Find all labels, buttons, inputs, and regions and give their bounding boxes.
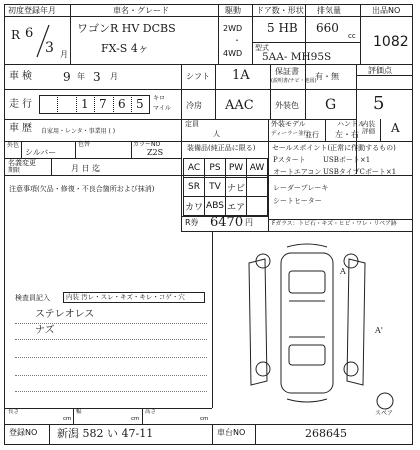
lot-no-label: 出品NO	[372, 6, 401, 15]
door-shape-label: ドア数・形状	[256, 6, 304, 15]
shaken-year-unit: 年	[77, 72, 85, 81]
note-entry: ナズ	[35, 325, 55, 336]
first-reg-year: 6	[25, 26, 34, 41]
ac-value: AAC	[225, 98, 254, 113]
model-change-label: 外装モデル	[271, 120, 306, 128]
equipment-cell	[246, 177, 268, 197]
divider	[51, 158, 52, 175]
equipment-cell: PW	[225, 158, 247, 178]
door-shape-value: 5 HB	[267, 21, 298, 35]
spare-label: スペア	[375, 410, 394, 417]
divider	[215, 64, 216, 119]
divider	[218, 5, 219, 64]
equipment-cell: TV	[204, 177, 226, 197]
shaken-month: 3	[93, 70, 101, 84]
ac-label: 冷房	[186, 101, 202, 110]
note-line	[15, 357, 207, 358]
divider	[94, 95, 95, 114]
drive-2wd: 2WD	[223, 24, 243, 33]
drive-separator: ・	[233, 36, 241, 45]
equipment-cell: AW	[246, 158, 268, 178]
divider	[356, 75, 412, 76]
lot-no-value: 1082	[373, 34, 409, 50]
mileage-unit-km: キロ	[153, 95, 166, 102]
equipment-cell: カワ	[183, 196, 205, 216]
reg-change-sub: 期限	[8, 167, 21, 174]
reg-no-label: 登録NO	[9, 428, 38, 437]
model-change-value: 並行	[305, 131, 319, 139]
warranty-sub: (説明書/ナビ・地図)	[271, 78, 317, 84]
warranty-label: 保証書	[275, 67, 299, 76]
exterior-color-name: シルバー	[25, 148, 57, 157]
divider	[5, 64, 412, 65]
shaken-label: 車検	[9, 71, 35, 82]
divider	[57, 95, 58, 114]
shift-label: シフト	[186, 72, 210, 81]
inspector-label: 検査員記入	[15, 294, 50, 302]
mileage-label: 走行	[9, 99, 35, 110]
reg-change-label: 名義変更	[8, 159, 36, 167]
handle-value: 左・右	[335, 130, 359, 139]
displacement-value: 660	[316, 21, 339, 35]
divider	[5, 16, 412, 17]
divider	[252, 5, 253, 64]
divider	[131, 141, 132, 158]
type-value: 5AA- MH95S	[262, 51, 332, 63]
width-label: 幅	[76, 409, 82, 415]
note-line	[15, 391, 207, 392]
windshield-note: Fガラス：トビ石・キズ・ヒビ・ワレ・リペア跡	[272, 221, 397, 227]
mileage-digit: 6	[118, 97, 126, 111]
equipment-cell: エア	[225, 196, 247, 216]
divider	[270, 64, 271, 119]
interior-score-label: 内装評価	[362, 120, 375, 135]
divider	[181, 175, 182, 231]
chassis-no-label: 車台NO	[217, 428, 246, 437]
spare-tire-icon	[375, 391, 395, 411]
chassis-no-value: 268645	[305, 427, 347, 440]
sales-point: USBタイプCポート×1	[323, 168, 397, 176]
warranty-value: 有・無	[315, 72, 339, 81]
divider	[5, 408, 212, 409]
usage-history-options: 自家用・レンタ・事業用 ( )	[41, 128, 116, 135]
divider	[181, 119, 182, 141]
model-name-line2: FX-S 4ヶ	[101, 42, 149, 55]
divider	[5, 424, 412, 425]
divider	[73, 408, 74, 424]
exterior-label: 外色	[7, 142, 20, 149]
interior-score-value: A	[391, 121, 400, 135]
divider	[142, 408, 143, 424]
damage-mark-a1: A'	[375, 326, 383, 335]
divider	[305, 64, 306, 119]
divider	[268, 141, 269, 231]
width-unit: cm	[131, 416, 140, 422]
reg-no-value: 新潟 582 い 47-11	[57, 427, 154, 440]
divider	[181, 231, 412, 232]
model-name-line1: ワゴンR HV DCBS	[77, 22, 176, 35]
model-grade-label: 車名・グレード	[113, 6, 169, 15]
drive-4wd: 4WD	[223, 49, 243, 58]
sales-points-title: セールスポイント(正常に作動するもの)	[272, 144, 396, 152]
first-reg-month: 3	[45, 40, 54, 56]
exterior-color-value: G	[325, 97, 337, 113]
divider	[255, 424, 256, 444]
divider	[49, 424, 50, 444]
sales-point: シートヒーター	[273, 197, 322, 205]
mileage-digit: 1	[81, 97, 89, 111]
divider	[252, 42, 360, 43]
first-reg-era: R	[11, 28, 21, 42]
recycle-value: 6470	[210, 215, 244, 230]
usage-history-label: 車歴	[9, 123, 35, 134]
divider	[76, 95, 77, 114]
divider	[360, 5, 361, 64]
note-line	[15, 339, 207, 340]
divider	[181, 64, 182, 119]
notes-label: 注意事項(欠品・修復・不良合箇所および抹消)	[9, 185, 155, 193]
divider	[325, 119, 326, 141]
sales-point: Pスタート	[273, 156, 306, 164]
divider	[75, 141, 76, 158]
exterior-color-label: 外装色	[275, 101, 299, 110]
shaken-year: 9	[63, 70, 71, 84]
capacity-label: 定員	[185, 120, 199, 128]
divider	[21, 141, 22, 158]
equipment-cell: AC	[183, 158, 205, 178]
first-reg-label: 初度登録年月	[8, 6, 56, 15]
sales-point: オートエアコン	[273, 168, 322, 176]
height-label: 高さ	[145, 409, 157, 415]
equipment-cell: ABS	[204, 196, 226, 216]
equipment-cell: PS	[204, 158, 226, 178]
note-entry: ステレオレス	[35, 309, 95, 320]
note-line	[15, 323, 207, 324]
cc-unit: cc	[348, 32, 356, 40]
inspection-sheet	[4, 4, 413, 445]
mileage-unit-mile: マイル	[153, 105, 171, 112]
equipment-title: 装備品(純正品に限る)	[187, 144, 256, 152]
mileage-digit: 7	[99, 97, 107, 111]
height-unit: cm	[200, 416, 209, 422]
damage-mark-a: A	[340, 267, 346, 276]
sales-point: USBポート×1	[323, 156, 371, 164]
type-label: 型式	[255, 44, 269, 52]
divider	[131, 95, 132, 114]
displacement-label: 排気量	[317, 6, 341, 15]
mileage-digit: 5	[136, 97, 144, 111]
month-suffix: 月	[60, 50, 68, 59]
divider	[212, 231, 213, 408]
score-label: 評価点	[368, 66, 392, 75]
equipment-cell: ナビ	[225, 177, 247, 197]
sales-point: レーダーブレーキ	[273, 184, 329, 192]
equipment-cell	[246, 196, 268, 216]
note-line	[15, 375, 207, 376]
recycle-label: R券	[185, 218, 199, 227]
car-damage-diagram	[241, 241, 373, 409]
recycle-unit: 円	[245, 218, 253, 227]
score-value: 5	[373, 93, 385, 114]
interior-condition-options: 内装 汚レ・スレ・キズ・キレ・コゲ・穴	[66, 293, 185, 301]
divider	[5, 89, 412, 90]
color-no-label: カラーNO	[133, 141, 161, 148]
shaken-month-unit: 月	[110, 72, 118, 81]
drive-label: 駆動	[225, 6, 241, 15]
handle-label: ハンドル	[337, 120, 365, 128]
divider	[181, 141, 182, 175]
color-change-label: 色替	[78, 141, 91, 148]
model-change-sub: ディーラー並行	[271, 131, 310, 137]
divider	[268, 219, 412, 220]
equipment-cell: SR	[183, 177, 205, 197]
length-unit: cm	[63, 416, 72, 422]
reg-change-deadline: 月 日 迄	[71, 164, 101, 173]
divider	[212, 424, 213, 444]
divider	[380, 119, 381, 141]
capacity-unit: 人	[213, 130, 220, 138]
divider	[268, 141, 412, 142]
divider	[113, 95, 114, 114]
color-no-value: Z2S	[147, 148, 164, 157]
length-label: 長さ	[8, 409, 20, 415]
shift-value: 1A	[232, 68, 250, 83]
divider	[70, 5, 71, 64]
